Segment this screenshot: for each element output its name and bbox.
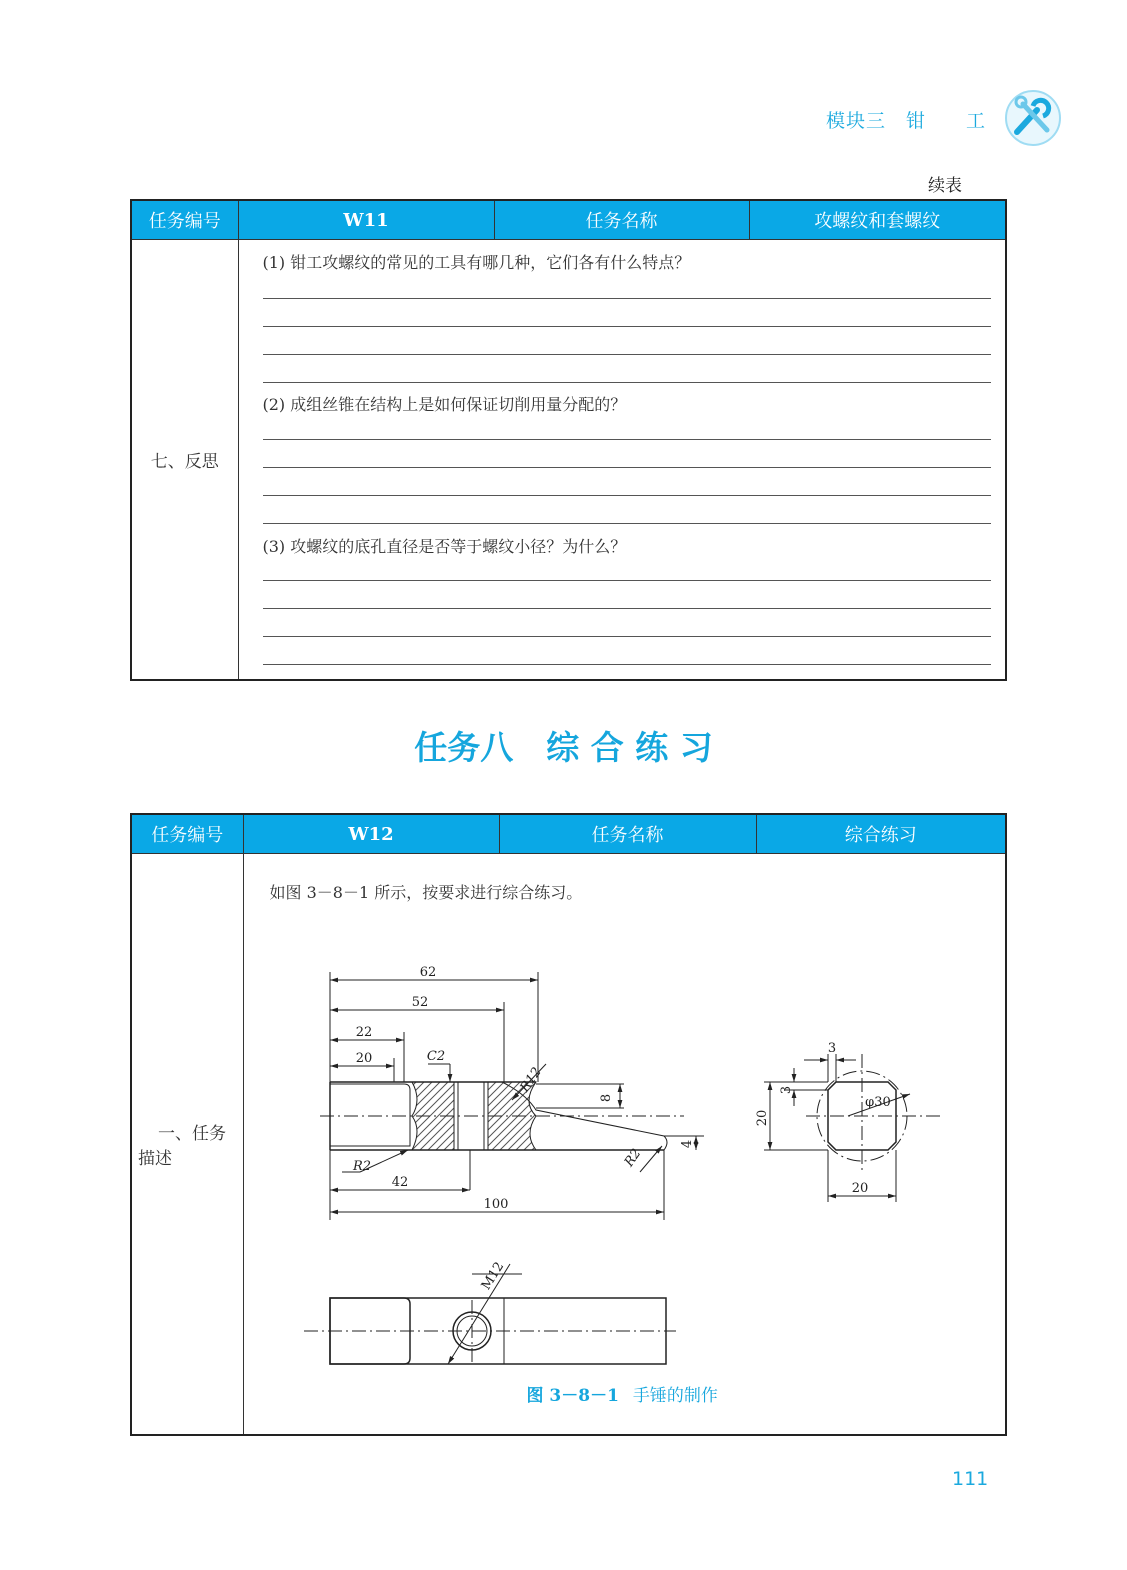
dim-phi30: φ30 bbox=[864, 1095, 891, 1110]
task-table-w12 bbox=[130, 813, 1007, 1436]
task-code-value: W11 bbox=[238, 200, 494, 240]
reflection-row bbox=[131, 240, 1006, 681]
task-description-content bbox=[243, 854, 1006, 1436]
dim-r12: R12 bbox=[516, 1064, 545, 1096]
task-code-value: W12 bbox=[243, 814, 499, 854]
dim-8: 8 bbox=[598, 1093, 614, 1103]
task-description-label-line1: 一、任务 bbox=[158, 1124, 226, 1144]
task-name-label: 任务名称 bbox=[494, 200, 749, 240]
task-name-label: 任务名称 bbox=[499, 814, 756, 854]
answer-line[interactable] bbox=[263, 580, 992, 581]
reflection-content bbox=[238, 240, 1006, 681]
figure-title: 手锤的制作 bbox=[632, 1386, 718, 1406]
answer-line[interactable] bbox=[263, 664, 992, 665]
answer-line[interactable] bbox=[263, 636, 992, 637]
dim-22: 22 bbox=[355, 1025, 372, 1040]
dim-42: 42 bbox=[391, 1175, 408, 1190]
task-name-value: 综合练习 bbox=[756, 814, 1006, 854]
answer-line[interactable] bbox=[263, 298, 992, 299]
dim-4: 4 bbox=[679, 1139, 695, 1149]
question-1: (1) 钳工攻螺纹的常见的工具有哪几种，它们各有什么特点？ bbox=[262, 253, 691, 272]
question-2: (2) 成组丝锥在结构上是如何保证切削用量分配的？ bbox=[262, 395, 627, 414]
task-code-label: 任务编号 bbox=[131, 814, 243, 854]
page-number: 111 bbox=[952, 1468, 989, 1490]
dim-20: 20 bbox=[355, 1051, 372, 1066]
table-header-row bbox=[131, 200, 1006, 240]
figure-number: 图 3－8－1 bbox=[526, 1386, 619, 1406]
answer-line[interactable] bbox=[263, 608, 992, 609]
dim-100: 100 bbox=[483, 1197, 508, 1212]
figure-caption bbox=[527, 1381, 718, 1406]
dim-20-left: 20 bbox=[754, 1109, 770, 1127]
table-header-row bbox=[131, 814, 1006, 854]
answer-line[interactable] bbox=[263, 382, 992, 383]
answer-line[interactable] bbox=[263, 354, 992, 355]
dim-r2-left: R2 bbox=[352, 1159, 371, 1174]
hammer-slot-outline bbox=[330, 1084, 410, 1146]
answer-line[interactable] bbox=[263, 467, 992, 468]
dim-c2: C2 bbox=[426, 1049, 445, 1064]
section-title: 任务八 综 合 练 习 bbox=[414, 728, 713, 767]
dim-3-top: 3 bbox=[827, 1041, 836, 1056]
dim-62: 62 bbox=[419, 965, 436, 980]
task-description-row bbox=[131, 854, 1006, 1436]
question-3: (3) 攻螺纹的底孔直径是否等于螺纹小径？为什么？ bbox=[262, 537, 627, 556]
task-table-w11 bbox=[130, 199, 1007, 681]
dim-3-side: 3 bbox=[778, 1085, 794, 1095]
continued-table-label: 续表 bbox=[928, 176, 962, 196]
answer-line[interactable] bbox=[263, 495, 992, 496]
reflection-label: 七、反思 bbox=[131, 240, 238, 681]
module-header: 模块三 钳 工 bbox=[826, 110, 987, 132]
task-description-text: 如图 3－8－1 所示，按要求进行综合练习。 bbox=[269, 883, 583, 902]
task-code-label: 任务编号 bbox=[131, 200, 238, 240]
answer-line[interactable] bbox=[263, 326, 992, 327]
dim-m12: M12 bbox=[478, 1259, 507, 1293]
dim-r2-right: R2 bbox=[621, 1146, 644, 1170]
task-name-value: 攻螺纹和套螺纹 bbox=[749, 200, 1006, 240]
task-description-label-line2: 描述 bbox=[138, 1149, 172, 1169]
dim-20-bottom: 20 bbox=[851, 1181, 868, 1196]
wrench-logo-icon bbox=[1003, 88, 1063, 148]
task-description-label bbox=[131, 854, 243, 1436]
answer-line[interactable] bbox=[263, 523, 992, 524]
hammer-drawing bbox=[244, 854, 1004, 1374]
dim-52: 52 bbox=[411, 995, 428, 1010]
answer-line[interactable] bbox=[263, 439, 992, 440]
